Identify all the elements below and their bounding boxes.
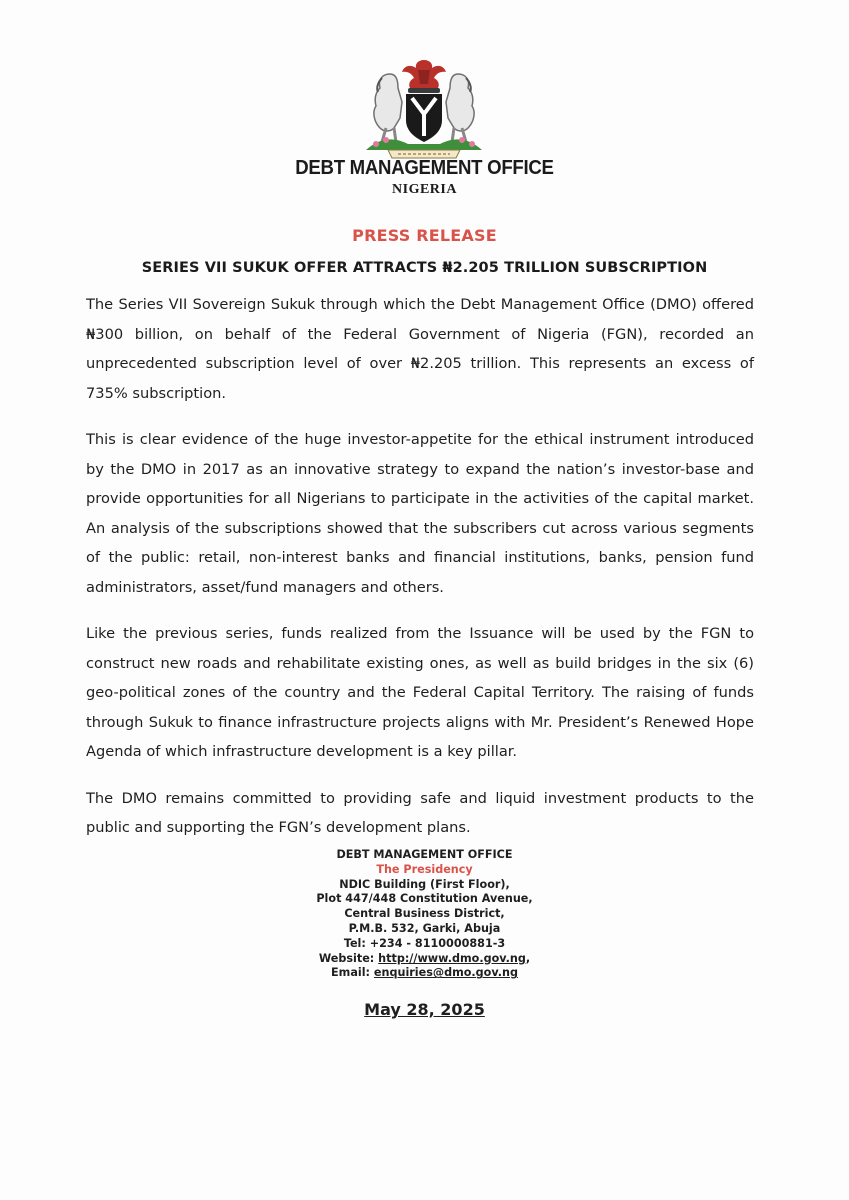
contact-email-line bbox=[0, 966, 849, 981]
paragraph: This is clear evidence of the huge investor-appetite for the ethical instrument introduced by the DMO in 2017 as an innovative strategy to expand the nation’s investor-base and provide opportunities for all Nigerians to participate in the activities of the capital market. An analysis of the subscriptions showed that the subscribers cut across various segments of the public: retail, non-interest banks and financial institutions, banks, pension fund administrators, asset/fund managers and others. bbox=[86, 431, 754, 596]
contact-plot: Plot 447/448 Constitution Avenue, bbox=[316, 892, 533, 906]
paragraph: Like the previous series, funds realized from the Issuance will be used by the FGN to construct new roads and rehabilitate existing ones, as well as build bridges in the six (6) geo-political zones of the country and the Federal Capital Territory. The raising of funds through Sukuk to finance infrastructure projects aligns with Mr. President’s Renewed Hope Agenda of which infrastructure development is a key pillar. bbox=[86, 625, 754, 760]
website-suffix: , bbox=[525, 951, 531, 965]
press-release-label: PRESS RELEASE bbox=[352, 226, 497, 245]
email-label: Email: bbox=[331, 966, 374, 980]
contact-org: DEBT MANAGEMENT OFFICE bbox=[336, 848, 513, 861]
email-link[interactable]: enquiries@dmo.gov.ng bbox=[373, 966, 518, 980]
letterhead-country: NIGERIA bbox=[392, 182, 457, 197]
release-date: May 28, 2025 bbox=[364, 1000, 485, 1019]
letterhead-org-name: DEBT MANAGEMENT OFFICE bbox=[295, 157, 554, 179]
contact-website-line bbox=[0, 952, 849, 967]
contact-pmb: P.M.B. 532, Garki, Abuja bbox=[348, 921, 501, 935]
coat-of-arms-icon bbox=[352, 58, 496, 162]
paragraph: The Series VII Sovereign Sukuk through which the Debt Management Office (DMO) offered ₦300 billion, on behalf of the Federal Government of Nigeria (FGN), recorded an unprecedented subscription level of over ₦2.205 trillion. This represents an excess of 735% subscription. bbox=[86, 296, 754, 402]
contact-tel: Tel: +234 - 8110000881-3 bbox=[343, 936, 506, 950]
contact-district: Central Business District, bbox=[344, 907, 505, 921]
website-link[interactable]: http://www.dmo.gov.ng bbox=[378, 951, 526, 965]
headline: SERIES VII SUKUK OFFER ATTRACTS ₦2.205 TRILLION SUBSCRIPTION bbox=[141, 260, 708, 276]
paragraph: The DMO remains committed to providing safe and liquid investment products to the public and supporting the FGN’s development plans. bbox=[86, 789, 754, 836]
website-label: Website: bbox=[318, 951, 379, 965]
contact-dept: The Presidency bbox=[376, 862, 473, 876]
contact-building: NDIC Building (First Floor), bbox=[339, 877, 510, 891]
body-text bbox=[86, 290, 754, 860]
contact-block bbox=[0, 848, 849, 981]
